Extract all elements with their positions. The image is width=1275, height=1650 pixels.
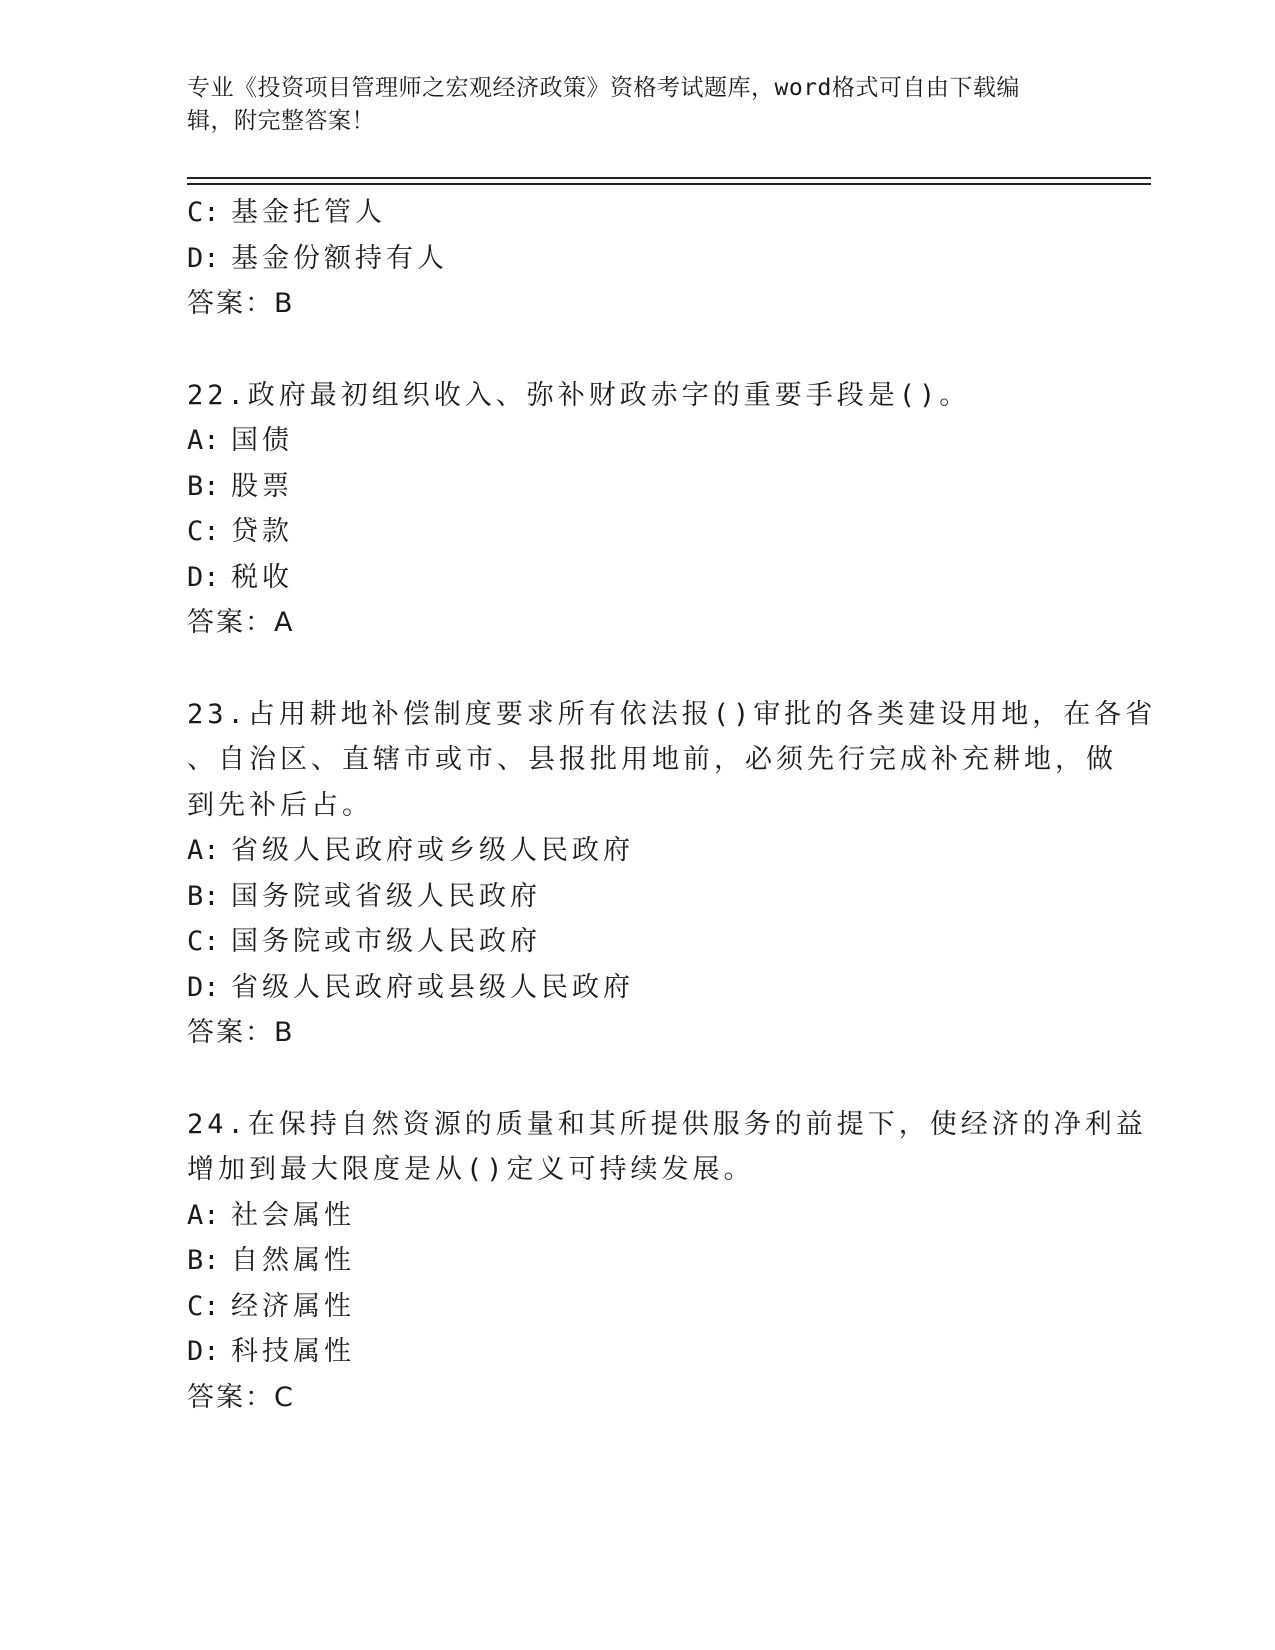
header-rule-top [187,177,1151,179]
prev-question-tail [187,190,1087,327]
option-c: C: 基金托管人 [187,197,386,228]
header-rule-bottom [187,183,1151,185]
option-c: C: 经济属性 [187,1290,355,1322]
option-a: A: 国债 [187,425,293,456]
question-text-line-2: 、自治区、直辖市或市、县报批用地前，必须先行完成补充耕地，做 [187,744,1117,775]
question-list [187,190,1157,1420]
header-line-1: 专业《投资项目管理师之宏观经济政策》资格考试题库，word格式可自由下载编 [187,75,1020,101]
document-header [187,72,1087,138]
option-b: B: 国务院或省级人民政府 [187,880,541,912]
option-c: C: 贷款 [187,516,293,547]
option-c: C: 国务院或市级人民政府 [187,926,541,957]
header-line-2: 辑，附完整答案！ [187,108,375,134]
answer: 答案：A [187,607,295,638]
answer: 答案：B [187,288,295,319]
option-d: D: 税收 [187,561,293,593]
question-text-line-3: 到先补后占。 [187,789,373,821]
option-d: D: 科技属性 [187,1336,355,1367]
question-23 [187,692,1157,1056]
option-b: B: 股票 [187,470,293,502]
question-text-line-1: 23.占用耕地补偿制度要求所有依法报()审批的各类建设用地，在各省 [187,698,1157,730]
option-d: D: 省级人民政府或县级人民政府 [187,971,634,1003]
question-24 [187,1102,1147,1421]
question-22 [187,373,1087,646]
answer: 答案：C [187,1381,295,1413]
option-a: A: 省级人民政府或乡级人民政府 [187,835,634,866]
question-text-line-2: 增加到最大限度是从()定义可持续发展。 [187,1154,755,1185]
option-a: A: 社会属性 [187,1199,355,1231]
option-b: B: 自然属性 [187,1245,355,1276]
question-text-line-1: 24.在保持自然资源的质量和其所提供服务的前提下，使经济的净利益 [187,1108,1147,1140]
question-text: 22.政府最初组织收入、弥补财政赤字的重要手段是()。 [187,379,971,411]
answer: 答案：B [187,1017,295,1048]
option-d: D: 基金份额持有人 [187,242,448,274]
